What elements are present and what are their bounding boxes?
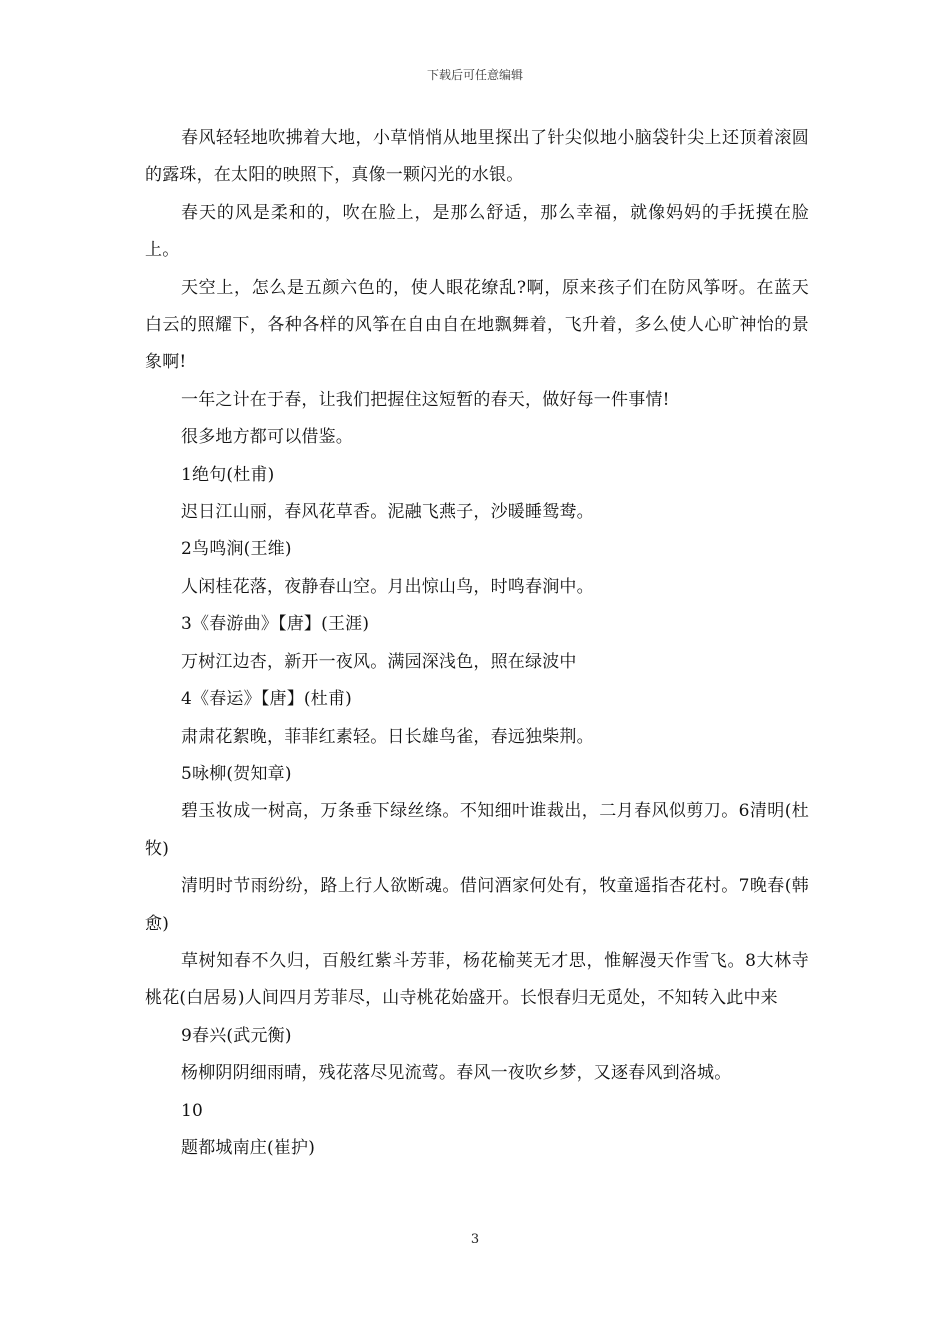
poem-text: 迟日江山丽，春风花草香。泥融飞燕子，沙暖睡鸳鸯。 bbox=[181, 502, 594, 523]
page-number: 3 bbox=[470, 1232, 480, 1247]
poem-text: 万树江边杏，新开一夜风。满园深浅色，照在绿波中 bbox=[181, 651, 577, 672]
poem-text: 碧玉妆成一树高，万条垂下绿丝绦。不知细叶谁裁出，二月春风似剪刀。6清明(杜牧) bbox=[145, 801, 809, 859]
paragraph: 天空上，怎么是五颜六色的，使人眼花缭乱?啊，原来孩子们在防风筝呀。在蓝天白云的照耀下，各种各样的风筝在自由自在地飘舞着，飞升着，多么使人心旷神怡的景象啊! bbox=[145, 277, 809, 373]
poem-text: 草树知春不久归，百般红紫斗芳菲，杨花榆荚无才思，惟解漫天作雪飞。8大林寺桃花(白居易)人间四月芳菲尽，山寺桃花始盛开。长恨春归无觅处，不知转入此中来 bbox=[145, 950, 809, 1009]
poem-text: 人闲桂花落，夜静春山空。月出惊山鸟，时鸣春涧中。 bbox=[181, 576, 594, 597]
paragraph: 一年之计在于春，让我们把握住这短暂的春天，做好每一件事情! bbox=[181, 389, 670, 410]
poem-title: 9春兴(武元衡) bbox=[181, 1025, 292, 1046]
page-header: 下载后可任意编辑 bbox=[426, 68, 523, 82]
paragraph: 春风轻轻地吹拂着大地，小草悄悄从地里探出了针尖似地小脑袋针尖上还顶着滚圆的露珠，在太阳的映照下，真像一颗闪光的水银。 bbox=[145, 128, 809, 186]
poem-text: 清明时节雨纷纷，路上行人欲断魂。借问酒家何处有，牧童遥指杏花村。7晚春(韩愈) bbox=[145, 876, 809, 934]
poem-title: 4《春运》【唐】(杜甫) bbox=[181, 689, 352, 710]
paragraph: 很多地方都可以借鉴。 bbox=[181, 427, 353, 448]
poem-title: 题都城南庄(崔护) bbox=[181, 1137, 316, 1158]
poem-title: 3《春游曲》【唐】(王涯) bbox=[181, 614, 370, 635]
paragraph: 春天的风是柔和的，吹在脸上，是那么舒适，那么幸福，就像妈妈的手抚摸在脸上。 bbox=[145, 202, 809, 261]
poem-text: 杨柳阴阴细雨晴，残花落尽见流莺。春风一夜吹乡梦，又逐春风到洛城。 bbox=[181, 1063, 732, 1084]
poem-title: 2鸟鸣涧(王维) bbox=[181, 539, 292, 560]
poem-title: 5咏柳(贺知章) bbox=[181, 763, 292, 784]
poem-text: 肃肃花絮晚，菲菲红素轻。日长雄鸟雀，春远独柴荆。 bbox=[181, 726, 594, 747]
document-body bbox=[145, 120, 809, 1167]
poem-number: 10 bbox=[181, 1100, 204, 1121]
poem-title: 1绝句(杜甫) bbox=[181, 464, 275, 485]
